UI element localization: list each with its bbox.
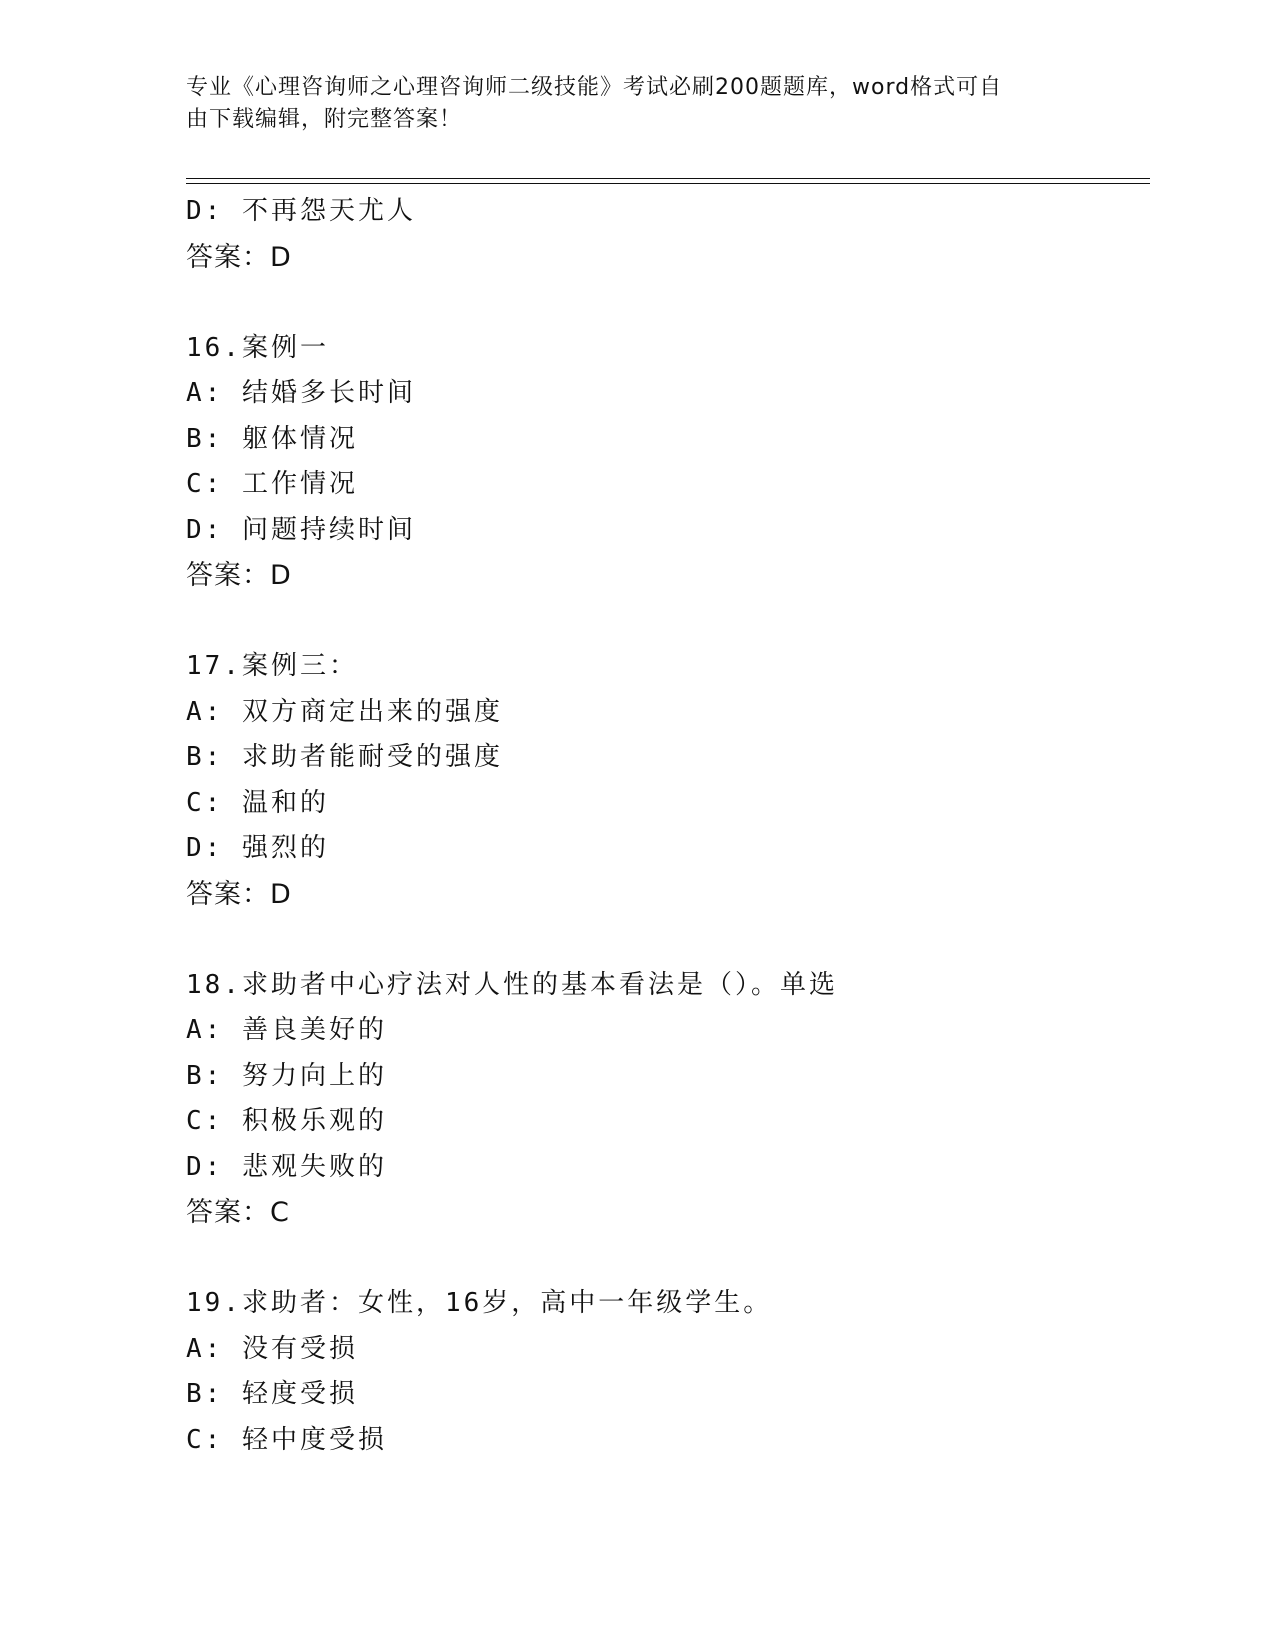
question-stem: 16.案例一 xyxy=(186,332,329,363)
spacer xyxy=(186,1236,1150,1282)
answer-line: 答案：C xyxy=(186,1197,290,1228)
option-b: B: 努力向上的 xyxy=(186,1060,387,1091)
question-16 xyxy=(186,326,1150,599)
option-c: C: 温和的 xyxy=(186,787,329,818)
option-a: A: 双方商定出来的强度 xyxy=(186,696,503,727)
option-b: B: 轻度受损 xyxy=(186,1379,358,1409)
option-c: C: 工作情况 xyxy=(186,469,358,499)
header-line-1: 专业《心理咨询师之心理咨询师二级技能》考试必刷200题题库，word格式可自 xyxy=(186,75,1003,100)
spacer xyxy=(186,280,1150,326)
document-header xyxy=(186,72,1066,136)
option-d: D: 问题持续时间 xyxy=(186,514,416,545)
question-18 xyxy=(186,963,1150,1236)
spacer xyxy=(186,599,1150,645)
option-c: C: 积极乐观的 xyxy=(186,1106,387,1136)
question-19 xyxy=(186,1281,1150,1463)
answer-line: 答案：D xyxy=(186,560,292,591)
option-d: D: 不再怨天尤人 xyxy=(186,196,416,226)
question-17 xyxy=(186,644,1150,917)
question-stem: 18.求助者中心疗法对人性的基本看法是（）。单选 xyxy=(186,969,838,1000)
option-d: D: 悲观失败的 xyxy=(186,1151,387,1182)
option-c: C: 轻中度受损 xyxy=(186,1424,387,1455)
question-stem: 19.求助者：女性，16岁，高中一年级学生。 xyxy=(186,1288,773,1318)
answer-line: 答案：D xyxy=(186,241,292,273)
option-a: A: 善良美好的 xyxy=(186,1015,387,1045)
option-a: A: 没有受损 xyxy=(186,1333,358,1364)
option-b: B: 求助者能耐受的强度 xyxy=(186,742,503,772)
question-content xyxy=(186,189,1150,1463)
option-a: A: 结婚多长时间 xyxy=(186,378,416,408)
header-divider-thick xyxy=(186,178,1150,179)
option-b: B: 躯体情况 xyxy=(186,423,358,454)
header-line-2: 由下载编辑，附完整答案！ xyxy=(186,107,463,132)
option-d: D: 强烈的 xyxy=(186,833,329,863)
answer-line: 答案：D xyxy=(186,878,292,910)
header-divider-thin xyxy=(186,183,1150,184)
spacer xyxy=(186,917,1150,963)
question-stem: 17.案例三： xyxy=(186,651,358,681)
